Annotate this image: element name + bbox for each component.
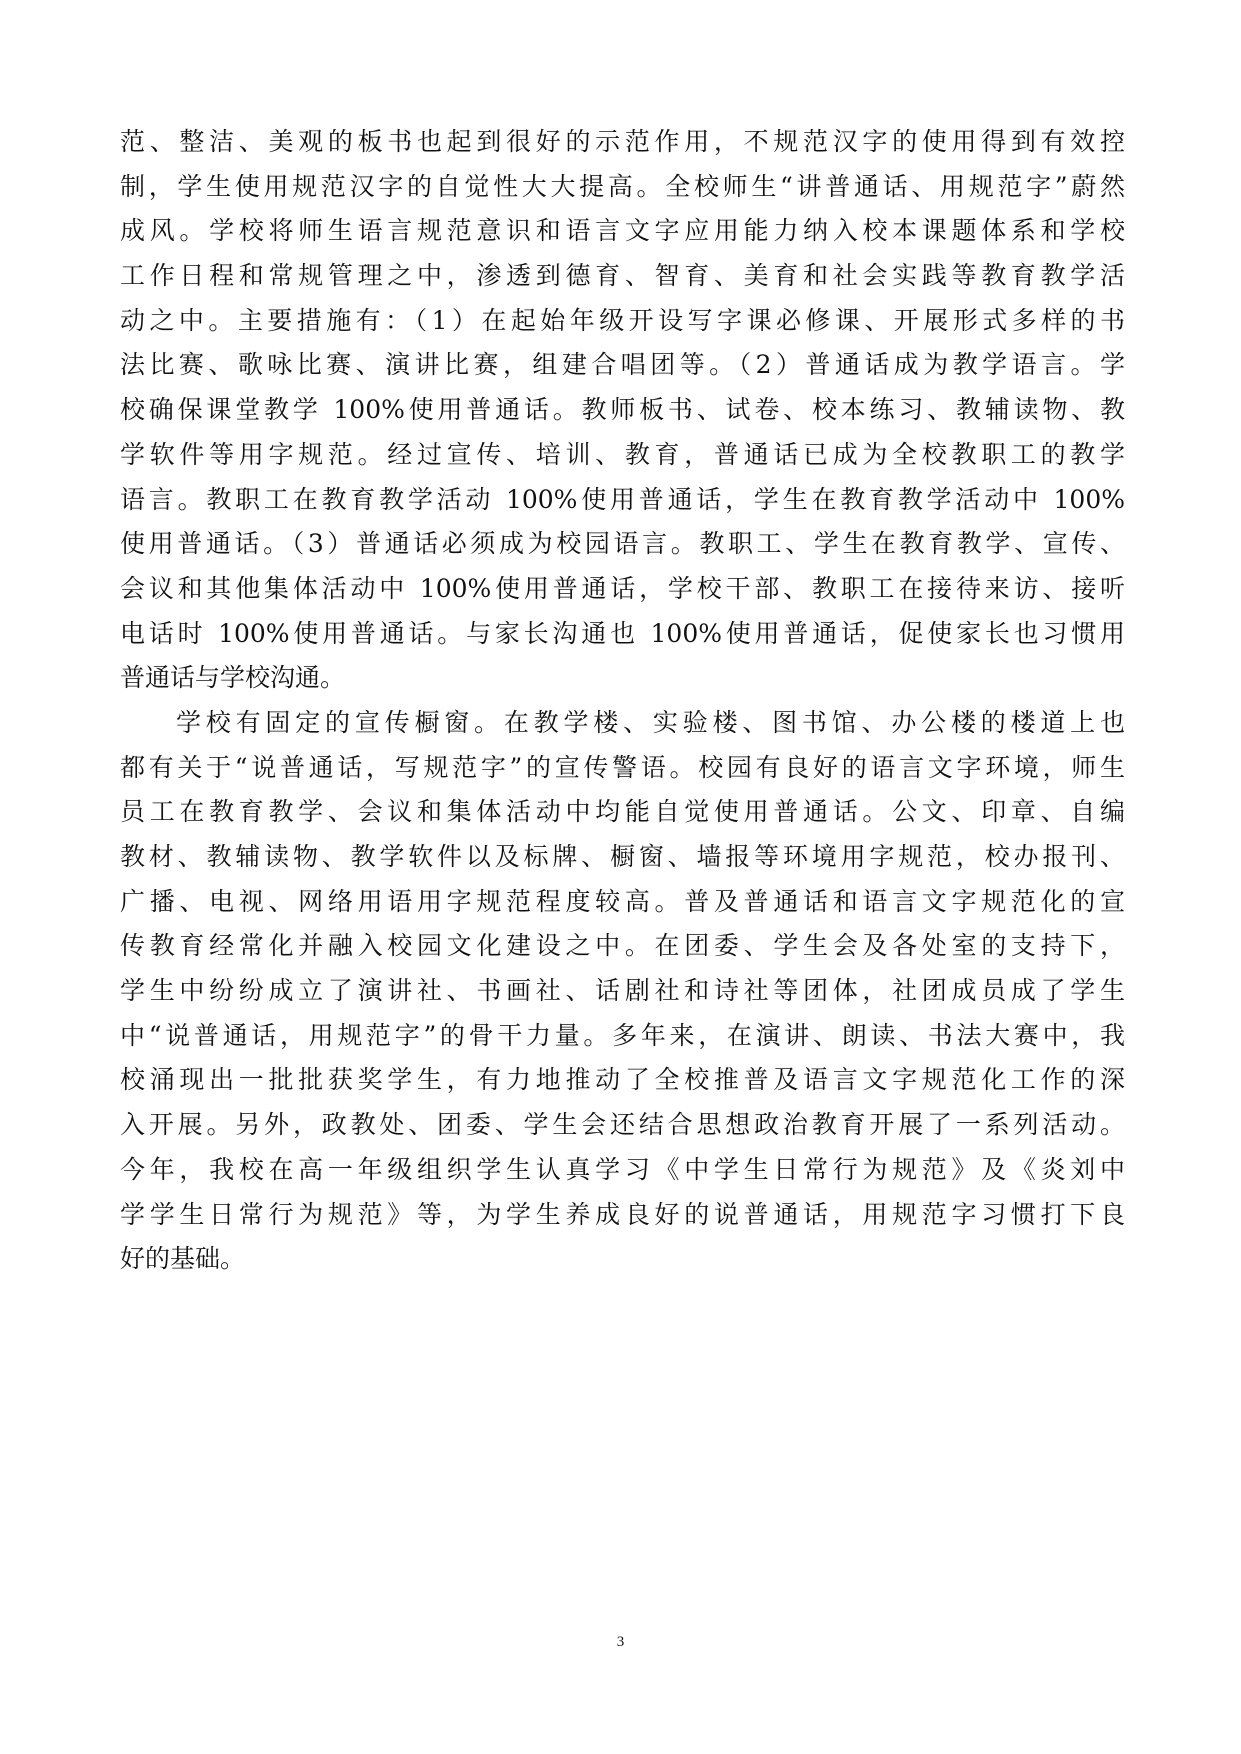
text-line: 使用普通话。（3）普通话必须成为校园语言。教职工、学生在教育教学、宣传、 (120, 529, 1125, 559)
paragraph-1 (120, 120, 1125, 701)
text-line: 会议和其他集体活动中 100%使用普通话，学校干部、教职工在接待来访、接听 (120, 573, 1125, 603)
text-line: 学学生日常行为规范》等，为学生养成良好的说普通话，用规范字习惯打下良 (120, 1199, 1125, 1229)
text-line: 学校有固定的宣传橱窗。在教学楼、实验楼、图书馆、办公楼的楼道上也 (176, 707, 1125, 737)
text-line: 传教育经常化并融入校园文化建设之中。在团委、学生会及各处室的支持下， (120, 931, 1125, 961)
text-line: 员工在教育教学、会议和集体活动中均能自觉使用普通话。公文、印章、自编 (120, 797, 1125, 827)
text-line: 今年，我校在高一年级组织学生认真学习《中学生日常行为规范》及《炎刘中 (120, 1154, 1125, 1184)
text-line: 成风。学校将师生语言规范意识和语言文字应用能力纳入校本课题体系和学校 (120, 216, 1125, 246)
text-line: 普通话与学校沟通。 (120, 663, 346, 693)
text-line: 学软件等用字规范。经过宣传、培训、教育，普通话已成为全校教职工的教学 (120, 439, 1125, 469)
text-line: 工作日程和常规管理之中，渗透到德育、智育、美育和社会实践等教育教学活 (120, 261, 1125, 291)
text-line: 范、整洁、美观的板书也起到很好的示范作用，不规范汉字的使用得到有效控 (120, 127, 1125, 156)
paragraph-2 (120, 701, 1125, 1282)
text-line: 法比赛、歌咏比赛、演讲比赛，组建合唱团等。（2）普通话成为教学语言。学 (120, 350, 1125, 380)
text-line: 学生中纷纷成立了演讲社、书画社、话剧社和诗社等团体，社团成员成了学生 (120, 976, 1125, 1006)
text-line: 电话时 100%使用普通话。与家长沟通也 100%使用普通话，促使家长也习惯用 (120, 618, 1125, 648)
text-line: 入开展。另外，政教处、团委、学生会还结合思想政治教育开展了一系列活动。 (120, 1110, 1125, 1140)
text-line: 都有关于“说普通话，写规范字”的宣传警语。校园有良好的语言文字环境，师生 (120, 752, 1125, 782)
text-line: 校涌现出一批批获奖学生，有力地推动了全校推普及语言文字规范化工作的深 (120, 1065, 1125, 1095)
text-line: 校确保课堂教学 100%使用普通话。教师板书、试卷、校本练习、教辅读物、教 (120, 395, 1125, 425)
text-line: 制，学生使用规范汉字的自觉性大大提高。全校师生“讲普通话、用规范字”蔚然 (120, 171, 1125, 201)
text-line: 中“说普通话，用规范字”的骨干力量。多年来，在演讲、朗读、书法大赛中，我 (120, 1020, 1125, 1050)
text-line: 教材、教辅读物、教学软件以及标牌、橱窗、墙报等环境用字规范，校办报刊、 (120, 842, 1125, 871)
text-line: 广播、电视、网络用语用字规范程度较高。普及普通话和语言文字规范化的宣 (120, 886, 1125, 916)
text-line: 动之中。主要措施有：（1）在起始年级开设写字课必修课、开展形式多样的书 (120, 305, 1125, 335)
text-line: 好的基础。 (120, 1244, 246, 1274)
text-line: 语言。教职工在教育教学活动 100%使用普通话，学生在教育教学活动中 100% (120, 484, 1125, 514)
page-number: 3 (616, 1634, 625, 1650)
body-text (120, 120, 1125, 1282)
